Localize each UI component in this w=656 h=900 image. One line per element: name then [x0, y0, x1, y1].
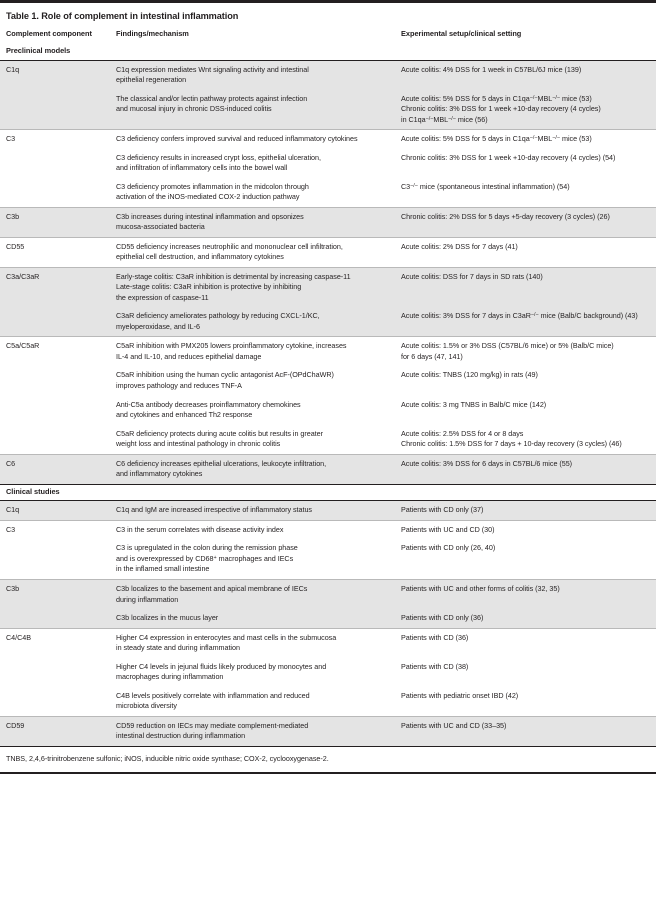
- cell-setup: [395, 580, 656, 629]
- cell-line: C3 deficiency confers improved survival and reduced inflammatory cytokines: [116, 134, 358, 144]
- cell-line: microbiota diversity: [116, 701, 177, 711]
- cell-line: Late-stage colitis: C3aR inhibition is protective by inhibiting: [116, 282, 302, 292]
- cell-line: Patients with CD only (37): [401, 505, 484, 515]
- cell-block: [401, 459, 648, 480]
- cell-block: [116, 400, 387, 421]
- cell-block: [401, 212, 648, 233]
- cell-line: Acute colitis: DSS for 7 days in SD rats (140): [401, 271, 543, 281]
- cell-findings: [110, 267, 395, 337]
- cell-block: [401, 543, 648, 575]
- cell-line: Acute colitis: 2% DSS for 7 days (41): [401, 241, 518, 251]
- cell-block: [401, 134, 648, 145]
- cell-block: [401, 662, 648, 683]
- cell-setup: [395, 337, 656, 454]
- cell-component: C3: [0, 520, 110, 579]
- cell-block: [401, 65, 648, 86]
- cell-block: [116, 429, 387, 450]
- table-row: [0, 207, 656, 237]
- table-footnote-area: [0, 746, 656, 772]
- cell-setup: [395, 520, 656, 579]
- table-row: [0, 60, 656, 130]
- table-row: [0, 337, 656, 454]
- cell-line: C5aR inhibition using the human cyclic antagonist AcF-(OPdChaWR): [116, 370, 334, 380]
- cell-block: [116, 505, 387, 516]
- cell-findings: [110, 454, 395, 484]
- cell-line: Acute colitis: 5% DSS for 5 days in C1qa−/−MBL−/− mice (53): [401, 93, 592, 103]
- cell-block: [116, 662, 387, 683]
- cell-block: [116, 633, 387, 654]
- column-header-component: Complement component: [6, 29, 92, 39]
- section-header-row: [0, 484, 656, 501]
- table-row: [0, 716, 656, 746]
- cell-block: [401, 153, 648, 174]
- cell-line: C5aR deficiency protects during acute colitis but results in greater: [116, 428, 323, 438]
- cell-line: Higher C4 expression in enterocytes and mast cells in the submucosa: [116, 632, 337, 642]
- cell-block: [116, 721, 387, 742]
- cell-block: [401, 182, 648, 203]
- cell-setup: [395, 60, 656, 130]
- cell-block: [116, 543, 387, 575]
- cell-block: [401, 272, 648, 304]
- cell-line: CD55 deficiency increases neutrophilic and mononuclear cell infiltration,: [116, 241, 343, 251]
- cell-block: [116, 153, 387, 174]
- cell-line: Patients with UC and other forms of colitis (32, 35): [401, 584, 560, 593]
- cell-line: epithelial cell destruction, and inflammatory cytokines: [116, 252, 284, 262]
- cell-line: and cytokines and enhanced Th2 response: [116, 410, 253, 420]
- table-row: [0, 501, 656, 521]
- cell-line: and inflammatory cytokines: [116, 469, 203, 479]
- cell-findings: [110, 130, 395, 208]
- table-row: [0, 130, 656, 208]
- cell-component: C6: [0, 454, 110, 484]
- cell-line: Anti-C5a antibody decreases proinflammatory chemokines: [116, 399, 301, 409]
- cell-line: Chronic colitis: 1.5% DSS for 7 days + 10-day recovery (3 cycles) (46): [401, 439, 622, 449]
- cell-line: Patients with UC and CD (30): [401, 524, 495, 534]
- cell-line: CD59 reduction on IECs may mediate complement-mediated: [116, 720, 309, 730]
- cell-findings: [110, 716, 395, 746]
- cell-block: [116, 94, 387, 126]
- cell-line: Acute colitis: 1.5% or 3% DSS (C57BL/6 mice) or 5% (Balb/C mice): [401, 341, 614, 351]
- cell-findings: [110, 337, 395, 454]
- cell-line: Patients with CD only (36): [401, 613, 484, 623]
- cell-line: activation of the iNOS-mediated COX-2 induction pathway: [116, 192, 300, 202]
- cell-line: Patients with pediatric onset IBD (42): [401, 690, 519, 700]
- cell-block: [401, 505, 648, 516]
- cell-line: Patients with CD (38): [401, 661, 469, 671]
- cell-block: [116, 370, 387, 391]
- cell-findings: [110, 520, 395, 579]
- cell-component: C5a/C5aR: [0, 337, 110, 454]
- cell-line: and infiltration of inflammatory cells into the bowel wall: [116, 163, 288, 173]
- cell-line: C3b localizes in the mucus layer: [116, 613, 219, 623]
- cell-line: Acute colitis: 3% DSS for 7 days in C3aR−/− mice (Balb/C background) (43): [401, 311, 638, 321]
- cell-block: [401, 691, 648, 712]
- table-body: [0, 44, 656, 746]
- cell-block: [401, 370, 648, 391]
- cell-findings: [110, 580, 395, 629]
- cell-line: Patients with CD only (26, 40): [401, 543, 496, 553]
- table-row: [0, 580, 656, 629]
- cell-line: in the inflamed small intestine: [116, 564, 210, 574]
- cell-line: macrophages during inflammation: [116, 672, 224, 682]
- table-row: [0, 267, 656, 337]
- cell-line: C3 is upregulated in the colon during the remission phase: [116, 543, 298, 553]
- cell-block: [401, 584, 648, 605]
- cell-line: C3 deficiency promotes inflammation in the midcolon through: [116, 181, 309, 191]
- cell-line: and mucosal injury in chronic DSS-induced colitis: [116, 104, 272, 114]
- header-row: [0, 28, 656, 44]
- cell-block: [116, 341, 387, 362]
- section-header-row: [0, 44, 656, 60]
- cell-component: C4/C4B: [0, 628, 110, 716]
- cell-line: Acute colitis: 4% DSS for 1 week in C57BL/6J mice (139): [401, 64, 582, 74]
- cell-component: CD59: [0, 716, 110, 746]
- cell-line: for 6 days (47, 141): [401, 351, 463, 361]
- table-row: [0, 454, 656, 484]
- cell-block: [401, 341, 648, 362]
- cell-line: during inflammation: [116, 594, 179, 604]
- cell-line: mucosa-associated bacteria: [116, 222, 205, 232]
- cell-block: [116, 584, 387, 605]
- cell-setup: [395, 267, 656, 337]
- cell-line: C6 deficiency increases epithelial ulcerations, leukocyte infiltration,: [116, 458, 327, 468]
- cell-line: Chronic colitis: 3% DSS for 1 week +10-day recovery (4 cycles) (54): [401, 152, 616, 162]
- cell-block: [116, 182, 387, 203]
- cell-line: weight loss and intestinal pathology in chronic colitis: [116, 439, 281, 449]
- table-footnote: TNBS, 2,4,6-trinitrobenzene sulfonic; iNOS, inducible nitric oxide synthase; COX-2, cyclooxygenase-2.: [6, 753, 329, 763]
- cell-line: C3 in the serum correlates with disease activity index: [116, 524, 284, 534]
- cell-line: myeloperoxidase, and IL-6: [116, 321, 200, 331]
- cell-block: [401, 94, 648, 126]
- cell-findings: [110, 501, 395, 521]
- cell-line: Acute colitis: 3% DSS for 6 days in C57BL/6 mice (55): [401, 458, 573, 468]
- cell-block: [401, 242, 648, 263]
- cell-line: in steady state and during inflammation: [116, 643, 240, 653]
- cell-line: C1q and IgM are increased irrespective of inflammatory status: [116, 505, 312, 515]
- cell-component: C3a/C3aR: [0, 267, 110, 337]
- cell-block: [401, 525, 648, 536]
- cell-line: Acute colitis: 3 mg TNBS in Balb/C mice (142): [401, 399, 547, 409]
- cell-findings: [110, 207, 395, 237]
- table-head: [0, 28, 656, 44]
- cell-component: CD55: [0, 237, 110, 267]
- column-header-findings: Findings/mechanism: [116, 29, 189, 39]
- cell-line: Chronic colitis: 3% DSS for 1 week +10-day recovery (4 cycles): [401, 104, 601, 114]
- cell-line: C3−/− mice (spontaneous intestinal inflammation) (54): [401, 181, 570, 191]
- cell-line: The classical and/or lectin pathway protects against infection: [116, 93, 308, 103]
- cell-line: C3b increases during intestinal inflammation and opsonizes: [116, 211, 304, 221]
- cell-line: C4B levels positively correlate with inflammation and reduced: [116, 690, 310, 700]
- cell-line: Patients with CD (36): [401, 632, 469, 642]
- cell-line: in C1qa−/−MBL−/− mice (56): [401, 114, 488, 124]
- cell-block: [116, 242, 387, 263]
- cell-line: Higher C4 levels in jejunal fluids likely produced by monocytes and: [116, 661, 327, 671]
- cell-block: [401, 633, 648, 654]
- cell-block: [116, 311, 387, 332]
- cell-block: [116, 691, 387, 712]
- cell-line: Patients with UC and CD (33–35): [401, 720, 507, 730]
- cell-component: C3: [0, 130, 110, 208]
- cell-setup: [395, 454, 656, 484]
- cell-line: intestinal destruction during inflammation: [116, 731, 246, 741]
- cell-findings: [110, 237, 395, 267]
- cell-line: C3 deficiency results in increased crypt loss, epithelial ulceration,: [116, 152, 321, 162]
- cell-component: C3b: [0, 207, 110, 237]
- cell-block: [116, 134, 387, 145]
- cell-setup: [395, 501, 656, 521]
- cell-line: and is overexpressed by CD68+ macrophages and IECs: [116, 553, 294, 563]
- cell-block: [116, 65, 387, 86]
- table-row: [0, 628, 656, 716]
- cell-setup: [395, 716, 656, 746]
- cell-block: [401, 613, 648, 624]
- cell-block: [116, 613, 387, 624]
- cell-block: [116, 272, 387, 304]
- cell-component: C1q: [0, 501, 110, 521]
- cell-line: C3b localizes to the basement and apical membrane of IECs: [116, 584, 308, 593]
- cell-line: Acute colitis: 2.5% DSS for 4 or 8 days: [401, 428, 524, 438]
- cell-line: Early-stage colitis: C3aR inhibition is detrimental by increasing caspase-11: [116, 271, 351, 281]
- cell-line: IL-4 and IL-10, and reduces epithelial damage: [116, 351, 262, 361]
- cell-line: improves pathology and reduces TNF-A: [116, 381, 242, 390]
- complement-table: [0, 28, 656, 746]
- cell-setup: [395, 130, 656, 208]
- cell-line: C3aR deficiency ameliorates pathology by reducing CXCL-1/KC,: [116, 311, 320, 321]
- cell-line: C5aR inhibition with PMX205 lowers proinflammatory cytokine, increases: [116, 341, 347, 351]
- cell-setup: [395, 628, 656, 716]
- cell-component: C1q: [0, 60, 110, 130]
- table-row: [0, 237, 656, 267]
- cell-component: C3b: [0, 580, 110, 629]
- cell-block: [116, 459, 387, 480]
- cell-line: Acute colitis: 5% DSS for 5 days in C1qa−/−MBL−/− mice (53): [401, 134, 592, 144]
- cell-line: Chronic colitis: 2% DSS for 5 days +5-day recovery (3 cycles) (26): [401, 211, 610, 221]
- table-title: Table 1. Role of complement in intestinal inflammation: [6, 11, 239, 21]
- cell-block: [401, 400, 648, 421]
- cell-block: [401, 721, 648, 742]
- cell-findings: [110, 60, 395, 130]
- cell-line: Acute colitis: TNBS (120 mg/kg) in rats (49): [401, 370, 538, 380]
- cell-findings: [110, 628, 395, 716]
- cell-line: the expression of caspase-11: [116, 292, 209, 302]
- cell-block: [116, 525, 387, 536]
- cell-setup: [395, 237, 656, 267]
- table-row: [0, 520, 656, 579]
- cell-block: [401, 429, 648, 450]
- table-bottom-rule: [0, 772, 656, 774]
- column-header-setup: Experimental setup/clinical setting: [401, 29, 522, 39]
- cell-block: [116, 212, 387, 233]
- section-label: Clinical studies: [0, 484, 656, 501]
- cell-block: [401, 311, 648, 332]
- cell-setup: [395, 207, 656, 237]
- section-label: Preclinical models: [0, 44, 656, 60]
- cell-line: epithelial regeneration: [116, 75, 187, 85]
- cell-line: C1q expression mediates Wnt signaling activity and intestinal: [116, 64, 309, 74]
